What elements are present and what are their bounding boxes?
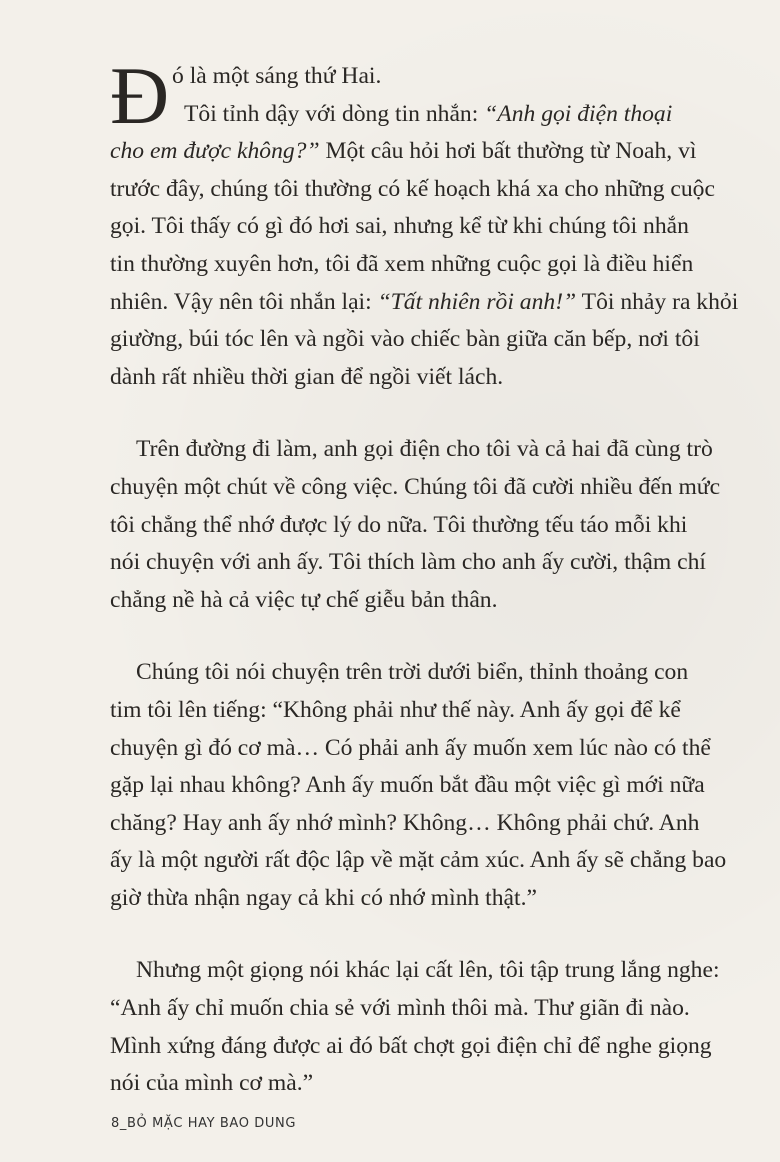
page-number: 8 [111, 1116, 120, 1131]
text-line [110, 431, 770, 469]
text-line: Mình xứng đáng được ai đó bất chợt gọi điện chỉ để nghe giọng [110, 1032, 712, 1059]
text-segment: Tôi nhảy ra khỏi [576, 288, 739, 315]
paragraph-gap [110, 619, 770, 654]
text-line: chuyện gì đó cơ mà… Có phải anh ấy muốn xem lúc nào có thể [110, 734, 711, 761]
text-line: chuyện một chút về công việc. Chúng tôi đã cười nhiều đến mức [110, 473, 721, 500]
text-line: chẳng nề hà cả việc tự chế giễu bản thân. [110, 586, 498, 613]
text-line: “Anh ấy chỉ muốn chia sẻ với mình thôi mà. Thư giãn đi nào. [110, 995, 690, 1022]
italic-quote: cho em được không?” [110, 138, 320, 165]
text-line: chăng? Hay anh ấy nhớ mình? Không… Không phải chứ. Anh [110, 809, 700, 836]
text-segment: Một câu hỏi hơi bất thường từ Noah, vì [319, 138, 697, 165]
text-line [110, 133, 770, 171]
paragraph-4 [110, 654, 770, 917]
page-footer [111, 1116, 296, 1131]
text-line: tim tôi lên tiếng: “Không phải như thế này. Anh ấy gọi để kể [110, 696, 681, 723]
text-line: nói chuyện với anh ấy. Tôi thích làm cho anh ấy cười, thậm chí [110, 549, 706, 576]
text-line [110, 952, 770, 990]
running-title: BỎ MẶC HAY BAO DUNG [126, 1116, 296, 1131]
text-line: ó là một sáng thứ Hai. [172, 63, 382, 89]
text-line [110, 284, 770, 322]
paragraph-gap [110, 917, 770, 952]
paragraph-3 [110, 431, 770, 619]
text-line: nói của mình cơ mà.” [110, 1070, 314, 1097]
text-line [110, 96, 770, 134]
text-segment: Trên đường đi làm, anh gọi điện cho tôi và cả hai đã cùng trò [136, 436, 713, 463]
text-line: giường, búi tóc lên và ngồi vào chiếc bàn giữa căn bếp, nơi tôi [110, 326, 700, 353]
text-line: giờ thừa nhận ngay cả khi có nhớ mình thật.” [110, 884, 537, 911]
italic-quote: “Tất nhiên rồi anh!” [377, 288, 577, 315]
paragraph-gap [110, 396, 770, 431]
paragraph-5 [110, 952, 770, 1102]
text-segment: Nhưng một giọng nói khác lại cất lên, tôi tập trung lắng nghe: [136, 957, 720, 984]
text-line: tin thường xuyên hơn, tôi đã xem những cuộc gọi là điều hiển [110, 250, 694, 277]
text-line: gọi. Tôi thấy có gì đó hơi sai, nhưng kể từ khi chúng tôi nhắn [110, 213, 689, 240]
text-segment: Chúng tôi nói chuyện trên trời dưới biển, thỉnh thoảng con [136, 659, 689, 686]
text-line: tôi chẳng thể nhớ được lý do nữa. Tôi thường tếu táo mỗi khi [110, 511, 688, 538]
text-line: dành rất nhiều thời gian để ngồi viết lách. [110, 363, 504, 390]
footer-separator: _ [119, 1116, 127, 1131]
body-text [110, 50, 770, 1103]
paragraph-2 [110, 96, 770, 397]
text-line: trước đây, chúng tôi thường có kế hoạch khá xa cho những cuộc [110, 175, 715, 202]
text-segment: nhiên. Vậy nên tôi nhắn lại: [110, 288, 378, 315]
italic-quote: “Anh gọi điện thoại [484, 100, 673, 127]
text-segment: Tôi tỉnh dậy với dòng tin nhắn: [184, 100, 485, 127]
text-line: gặp lại nhau không? Anh ấy muốn bắt đầu một việc gì mới nữa [110, 772, 705, 799]
drop-cap: Đ [110, 50, 170, 141]
text-line: ấy là một người rất độc lập về mặt cảm xúc. Anh ấy sẽ chẳng bao [110, 847, 727, 874]
text-line [110, 654, 770, 692]
